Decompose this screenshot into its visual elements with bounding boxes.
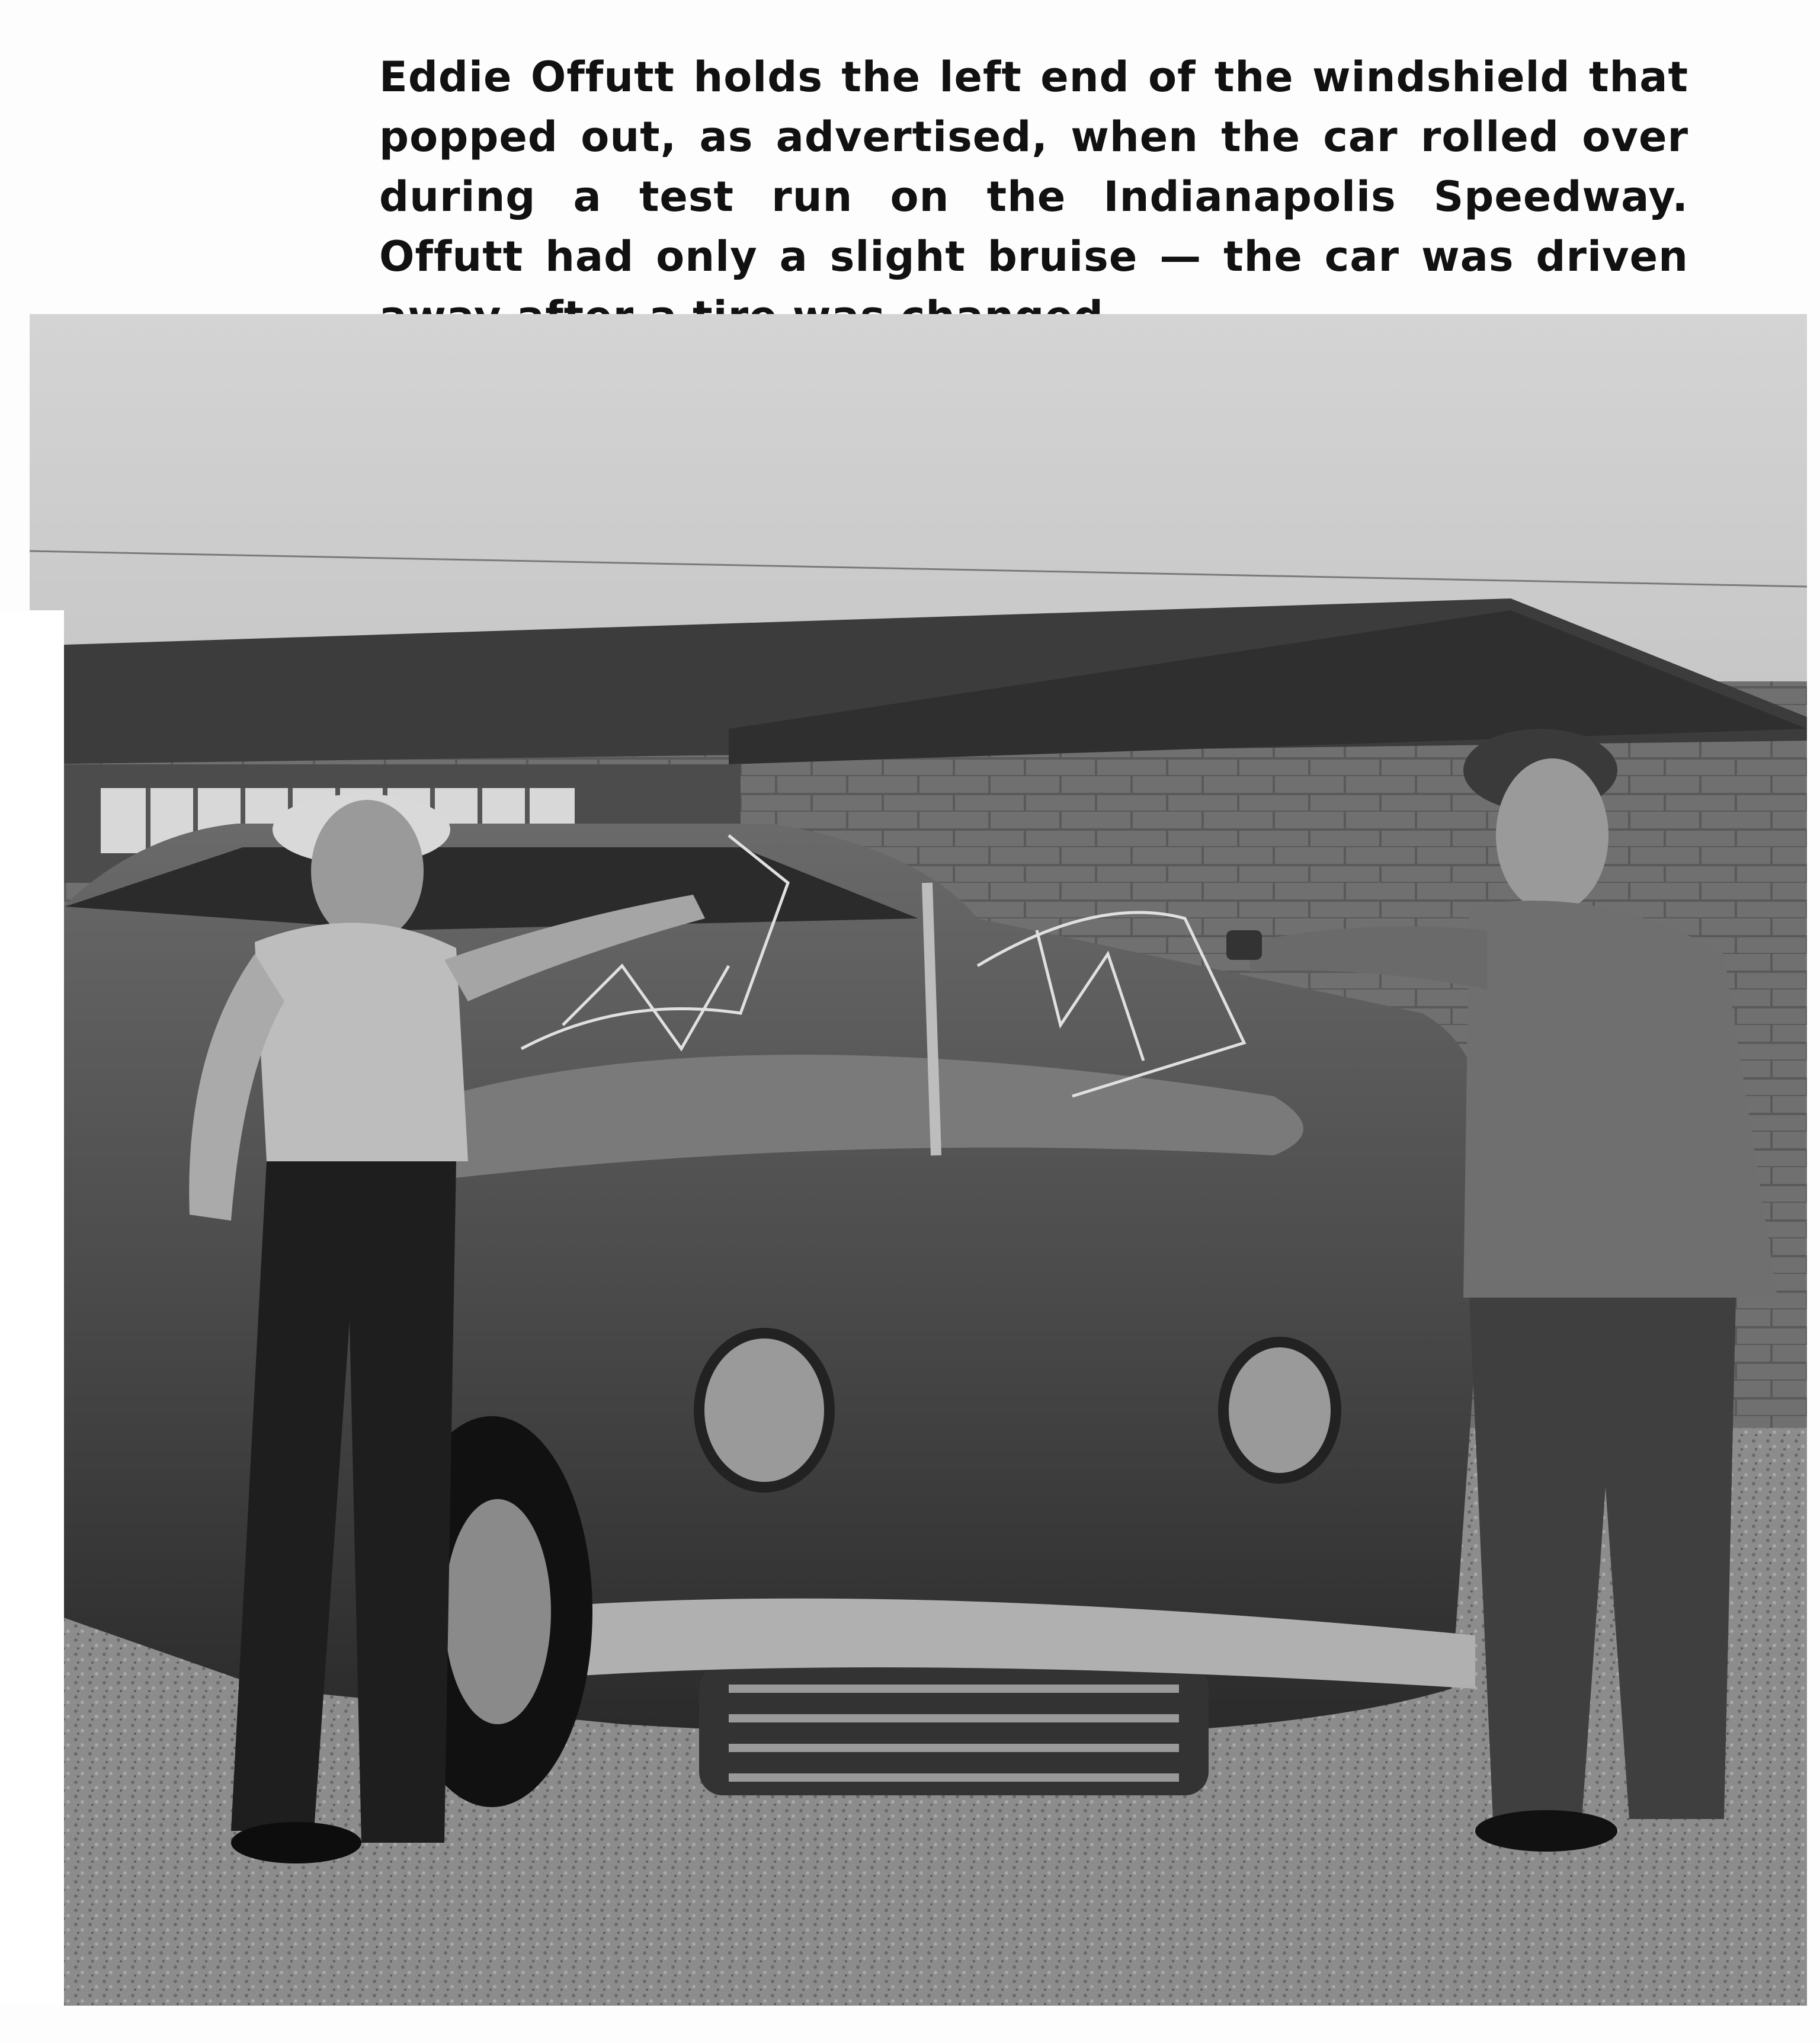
photo-illustration [30, 314, 1807, 2006]
page-edge [0, 610, 64, 2006]
photograph [30, 314, 1807, 2006]
photo-caption: Eddie Offutt holds the left end of the windshield that popped out, as advertised, when the car rolled over during a test run on the Indianapolis Speedway. Offutt had only a slight bruise — the car was driven [379, 53, 1688, 281]
